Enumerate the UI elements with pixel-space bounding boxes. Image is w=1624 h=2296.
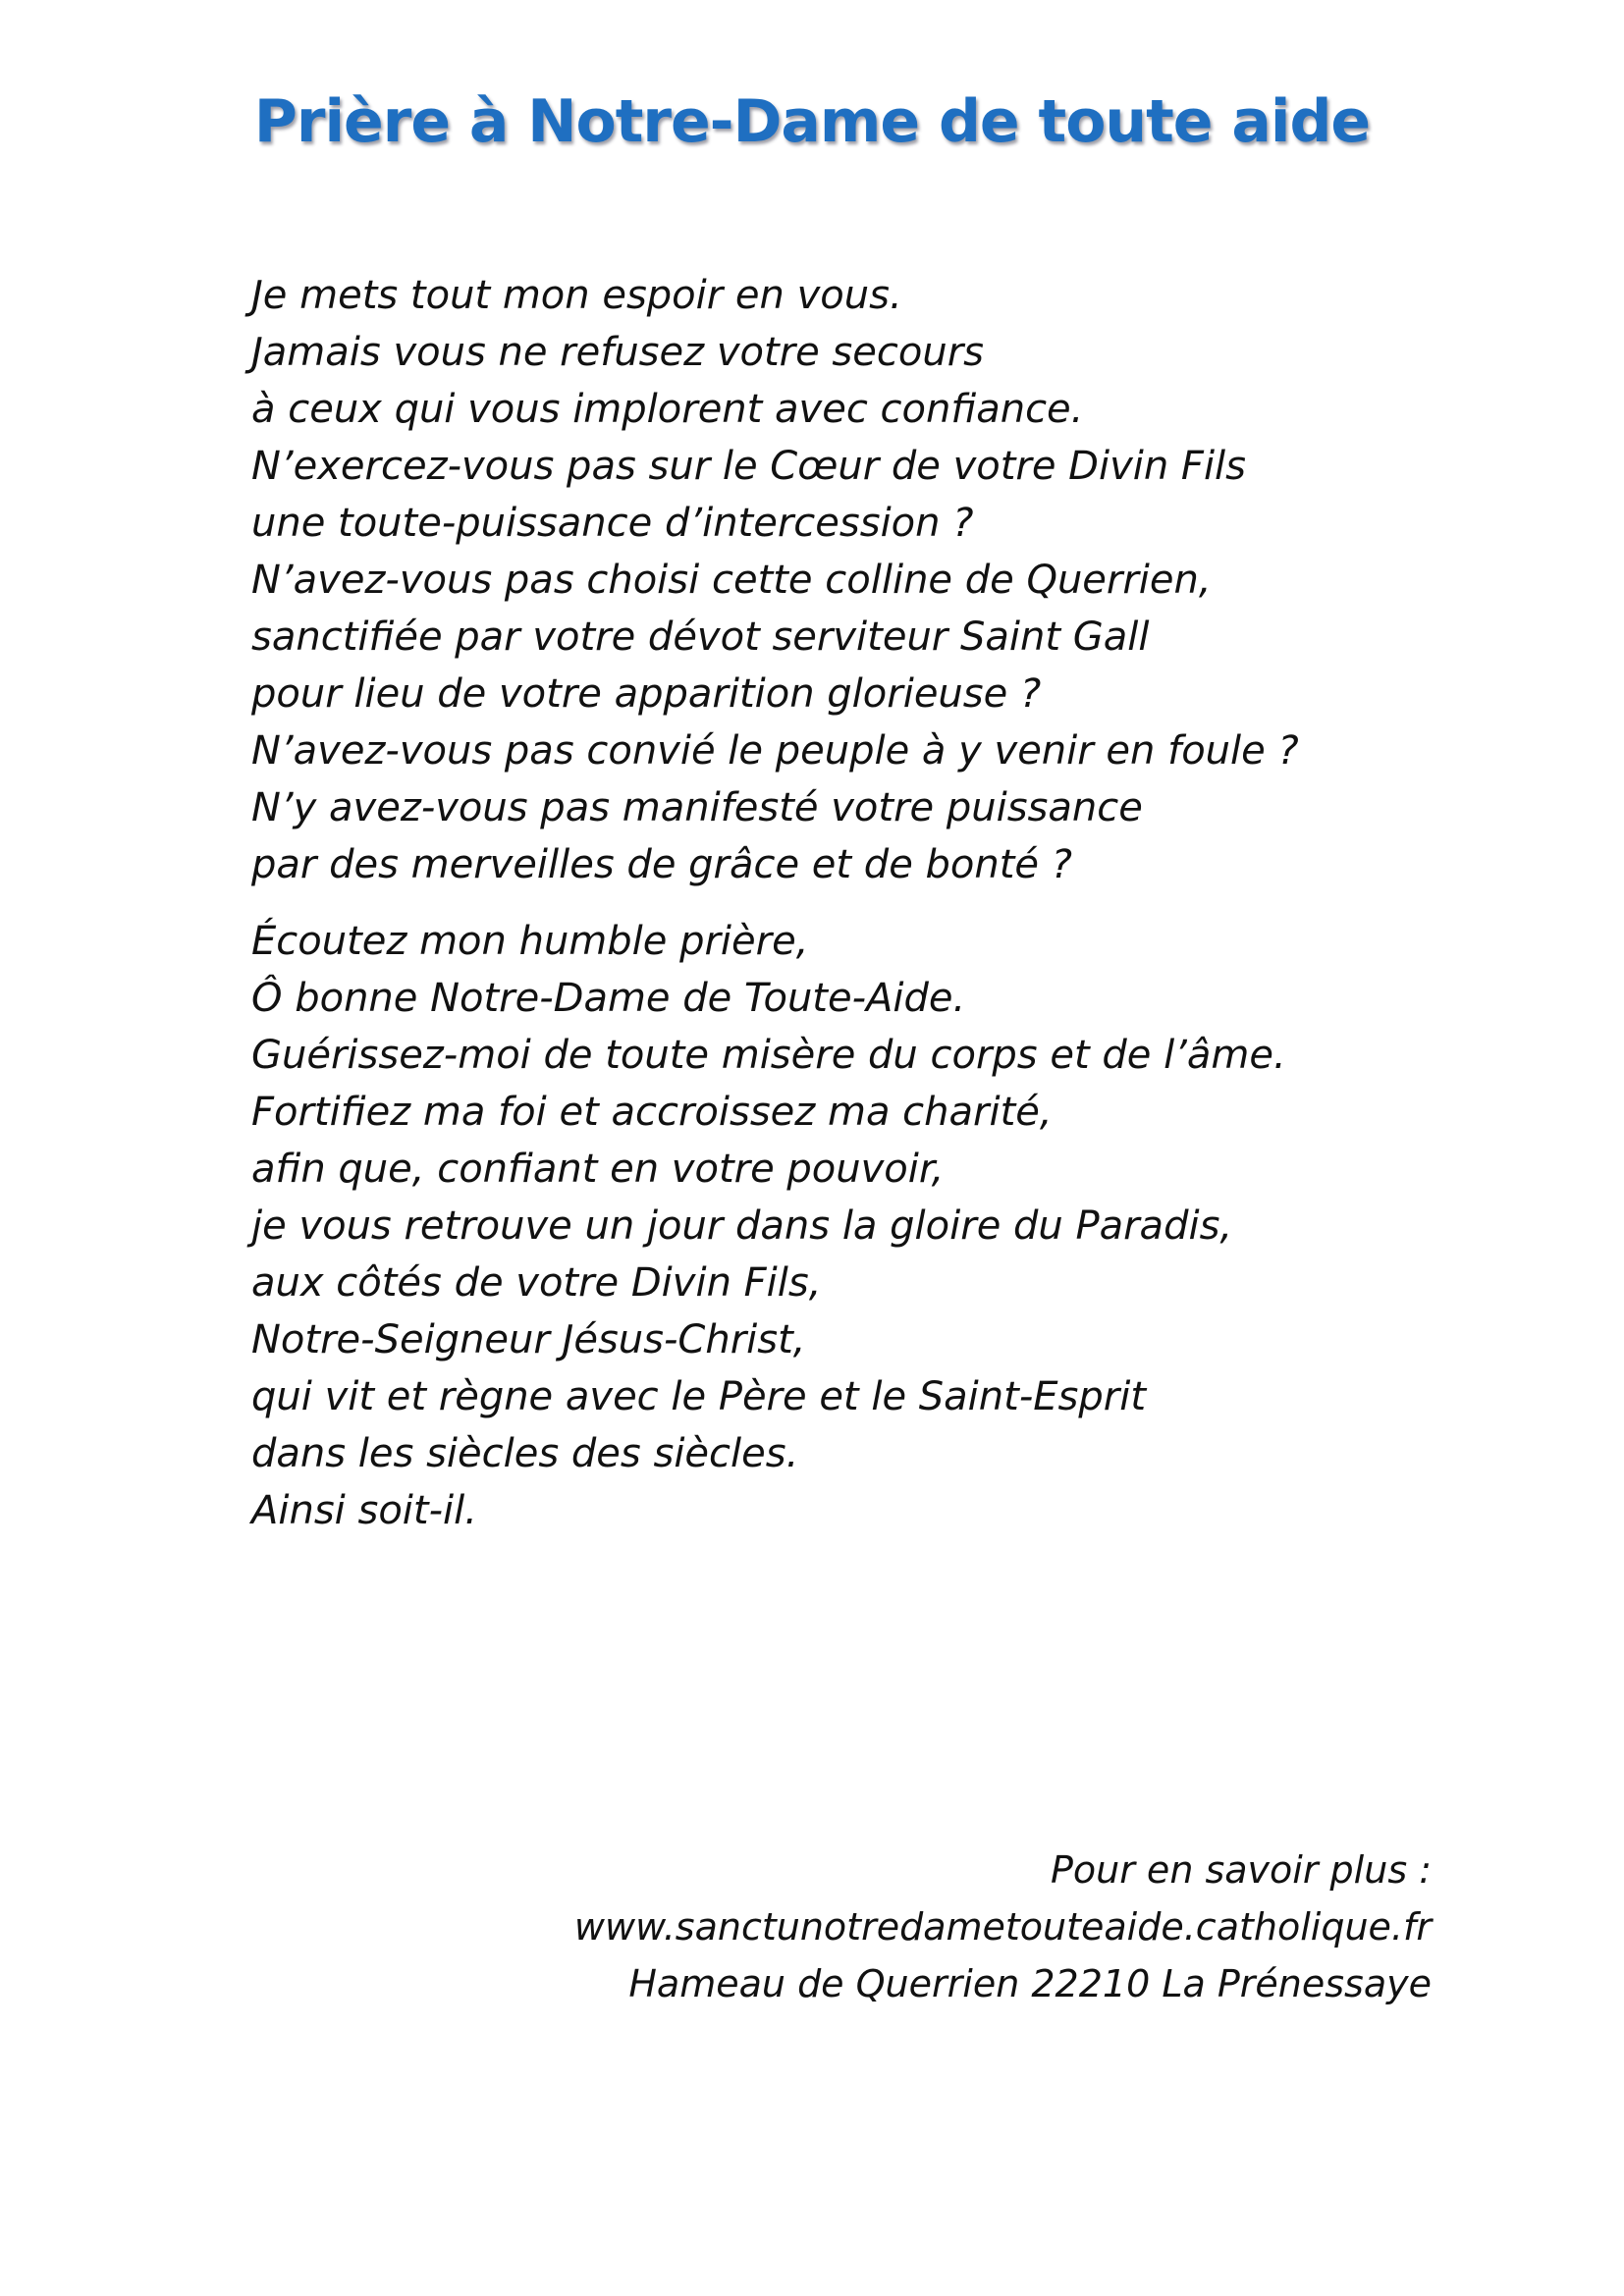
prayer-line: pour lieu de votre apparition glorieuse ? <box>251 671 1042 717</box>
prayer-line: par des merveilles de grâce et de bonté ? <box>251 842 1072 887</box>
address: Hameau de Querrien 22210 La Prénessaye <box>628 1962 1432 2005</box>
prayer-body <box>251 267 1528 1539</box>
prayer-line: Fortifiez ma foi et accroissez ma charité, <box>251 1090 1053 1135</box>
prayer-line: sanctifiée par votre dévot serviteur Saint Gall <box>251 614 1150 660</box>
prayer-line: une toute-puissance d’intercession ? <box>251 501 974 546</box>
prayer-line: Écoutez mon humble prière, <box>251 919 809 964</box>
prayer-line: N’exercez-vous pas sur le Cœur de votre Divin Fils <box>251 444 1247 489</box>
prayer-line: N’avez-vous pas convié le peuple à y venir en foule ? <box>251 728 1299 774</box>
prayer-line: Jamais vous ne refusez votre secours <box>251 330 984 375</box>
stanza-2 <box>251 913 1528 1539</box>
prayer-line: N’y avez-vous pas manifesté votre puissance <box>251 785 1143 830</box>
prayer-line: dans les siècles des siècles. <box>251 1431 799 1476</box>
page-title: Prière à Notre-Dame de toute aide <box>253 87 1371 156</box>
prayer-line: aux côtés de votre Divin Fils, <box>251 1260 822 1306</box>
footer-intro: Pour en savoir plus : <box>1050 1848 1432 1892</box>
prayer-line: à ceux qui vous implorent avec confiance. <box>251 387 1084 432</box>
website-link[interactable]: www.sanctunotredametouteaide.catholique.fr <box>573 1905 1432 1949</box>
prayer-line: afin que, confiant en votre pouvoir, <box>251 1147 945 1192</box>
prayer-line: N’avez-vous pas choisi cette colline de Querrien, <box>251 558 1212 603</box>
prayer-line: Ainsi soit-il. <box>251 1488 477 1533</box>
stanza-1 <box>251 267 1528 893</box>
prayer-line: je vous retrouve un jour dans la gloire du Paradis, <box>251 1203 1233 1249</box>
prayer-line: Notre-Seigneur Jésus-Christ, <box>251 1317 806 1362</box>
prayer-line: qui vit et règne avec le Père et le Saint-Esprit <box>251 1374 1146 1419</box>
prayer-line: Ô bonne Notre-Dame de Toute-Aide. <box>251 976 966 1021</box>
prayer-line: Je mets tout mon espoir en vous. <box>251 273 902 318</box>
footer-info <box>574 1842 1432 2012</box>
prayer-line: Guérissez-moi de toute misère du corps et de l’âme. <box>251 1033 1286 1078</box>
